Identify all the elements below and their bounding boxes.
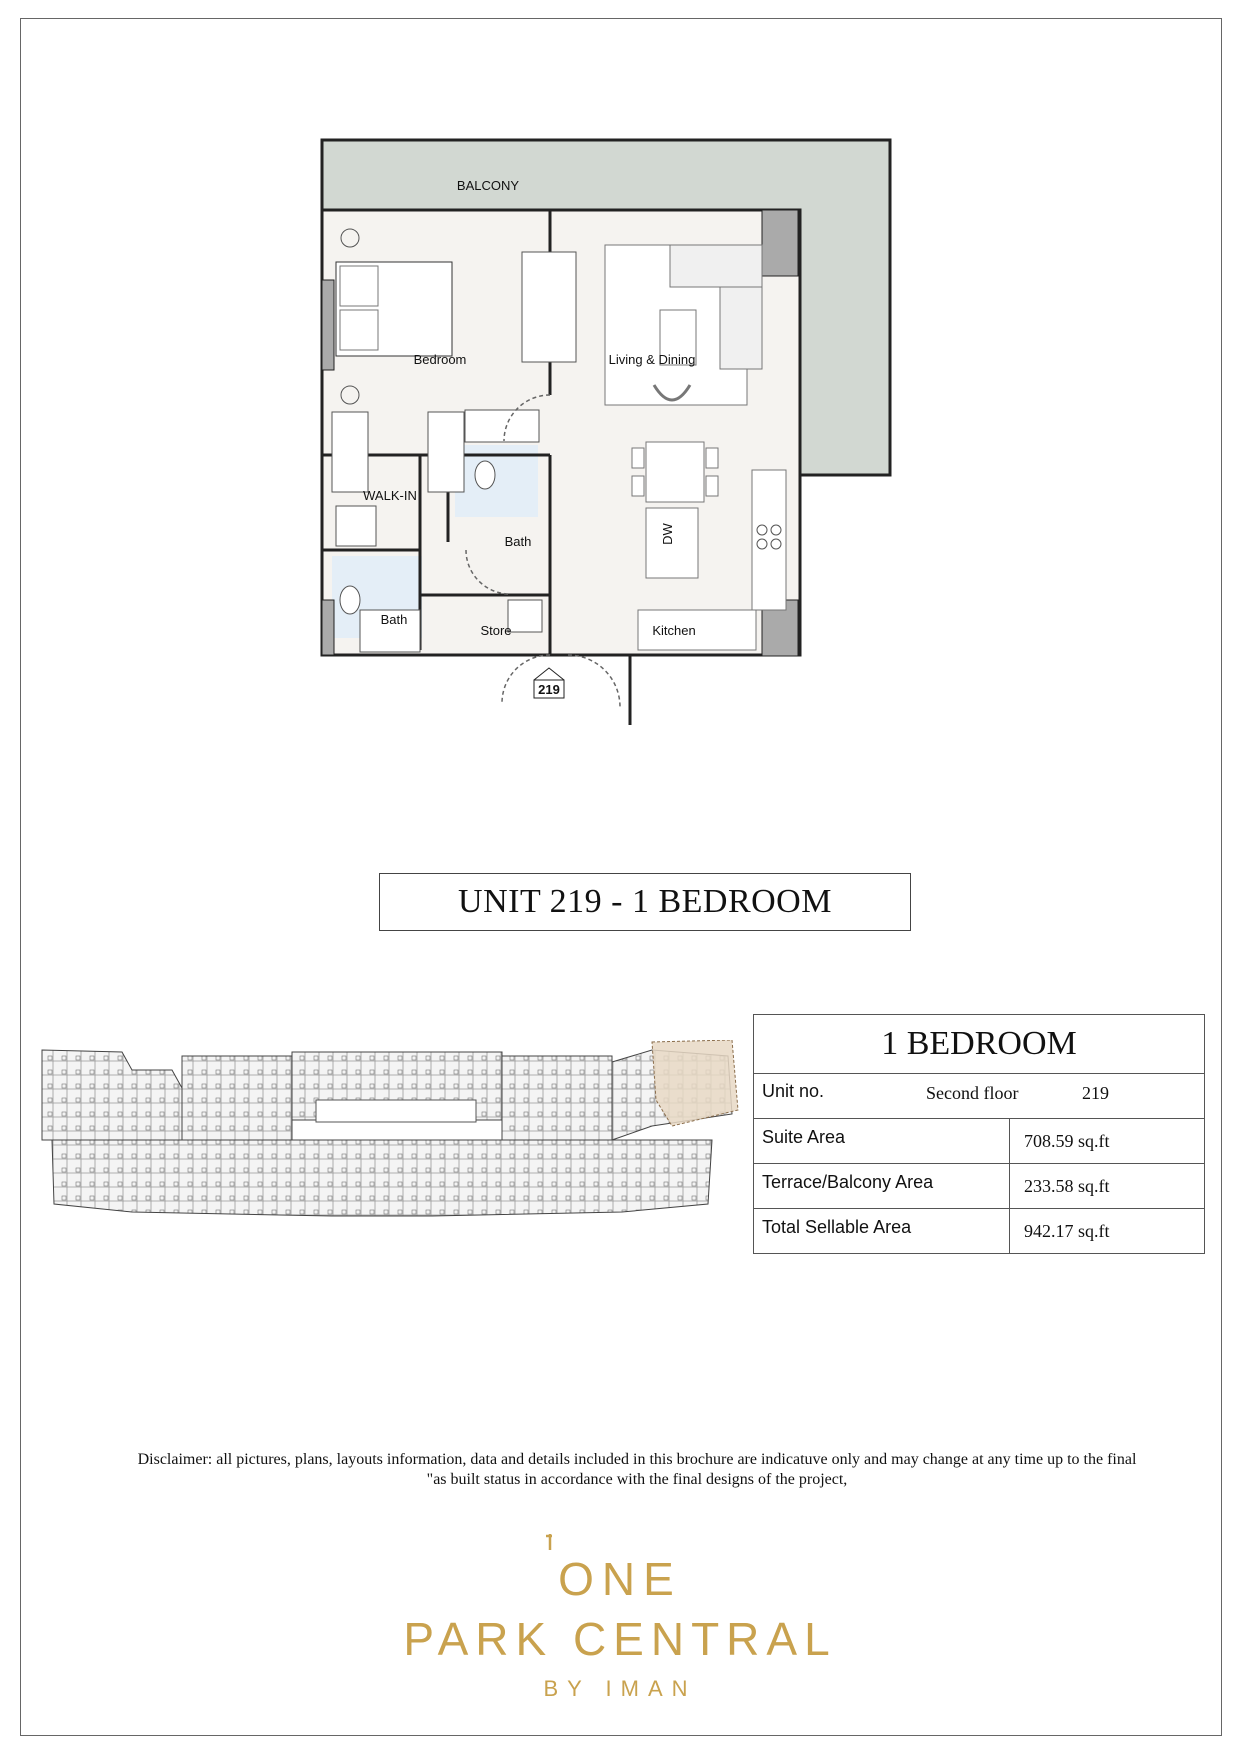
column xyxy=(322,600,334,655)
floor-plan xyxy=(300,130,900,790)
living-dining-label: Living & Dining xyxy=(608,352,696,367)
sofa xyxy=(670,245,762,287)
suite-area-label: Suite Area xyxy=(754,1119,1010,1164)
unit-number: 219 xyxy=(1082,1083,1109,1103)
floor-value: Second floor xyxy=(926,1083,1019,1103)
toilet xyxy=(475,461,495,489)
unit-title: UNIT 219 - 1 BEDROOM xyxy=(379,873,911,931)
disclaimer-line-1: Disclaimer: all pictures, plans, layouts information, data and details included in this brochure are indicatuve only and may change at any time up to the final xyxy=(137,1451,1137,1468)
balcony-label: BALCONY xyxy=(456,178,520,193)
toilet xyxy=(340,586,360,614)
bath-1-label: Bath xyxy=(504,534,532,549)
water-heater xyxy=(508,600,542,632)
walkin-shelf xyxy=(332,412,368,492)
store-label: Store xyxy=(480,623,512,638)
logo-one: ONE xyxy=(558,1553,682,1605)
column xyxy=(322,280,334,370)
bedroom-label: Bedroom xyxy=(413,352,467,367)
dining-table xyxy=(646,442,704,502)
balcony-area-label: Terrace/Balcony Area xyxy=(754,1164,1010,1209)
sink xyxy=(336,506,376,546)
shower xyxy=(465,410,539,442)
info-heading: 1 BEDROOM xyxy=(754,1015,1205,1074)
unit-row xyxy=(754,1074,1205,1119)
walkin-shelf xyxy=(428,412,464,492)
kitchen-label: Kitchen xyxy=(652,623,696,638)
unit-info-table xyxy=(753,1014,1205,1254)
disclaimer-line-2: "as built status in accordance with the final designs of the project, xyxy=(426,1471,848,1488)
unit-no-label: Unit no. xyxy=(762,1081,825,1101)
brand-logo xyxy=(380,1528,860,1708)
unit-tag-label: 219 xyxy=(538,682,560,697)
column xyxy=(762,210,798,276)
walkin-label: WALK-IN xyxy=(363,488,417,503)
suite-area-value: 708.59 sq.ft xyxy=(1010,1119,1205,1164)
total-area-label: Total Sellable Area xyxy=(754,1209,1010,1254)
logo-by-iman: BY IMAN xyxy=(543,1676,697,1701)
key-plan xyxy=(32,1040,742,1225)
bath-2-label: Bath xyxy=(380,612,408,627)
balcony-area-value: 233.58 sq.ft xyxy=(1010,1164,1205,1209)
disclaimer xyxy=(70,1450,1204,1490)
dw-label: DW xyxy=(660,523,675,545)
wardrobe xyxy=(522,252,576,362)
kitchen-counter xyxy=(752,470,786,610)
logo-park-central: PARK CENTRAL xyxy=(403,1613,837,1665)
unit-highlight xyxy=(652,1040,738,1126)
total-area-value: 942.17 sq.ft xyxy=(1010,1209,1205,1254)
key-icon xyxy=(540,1532,570,1552)
